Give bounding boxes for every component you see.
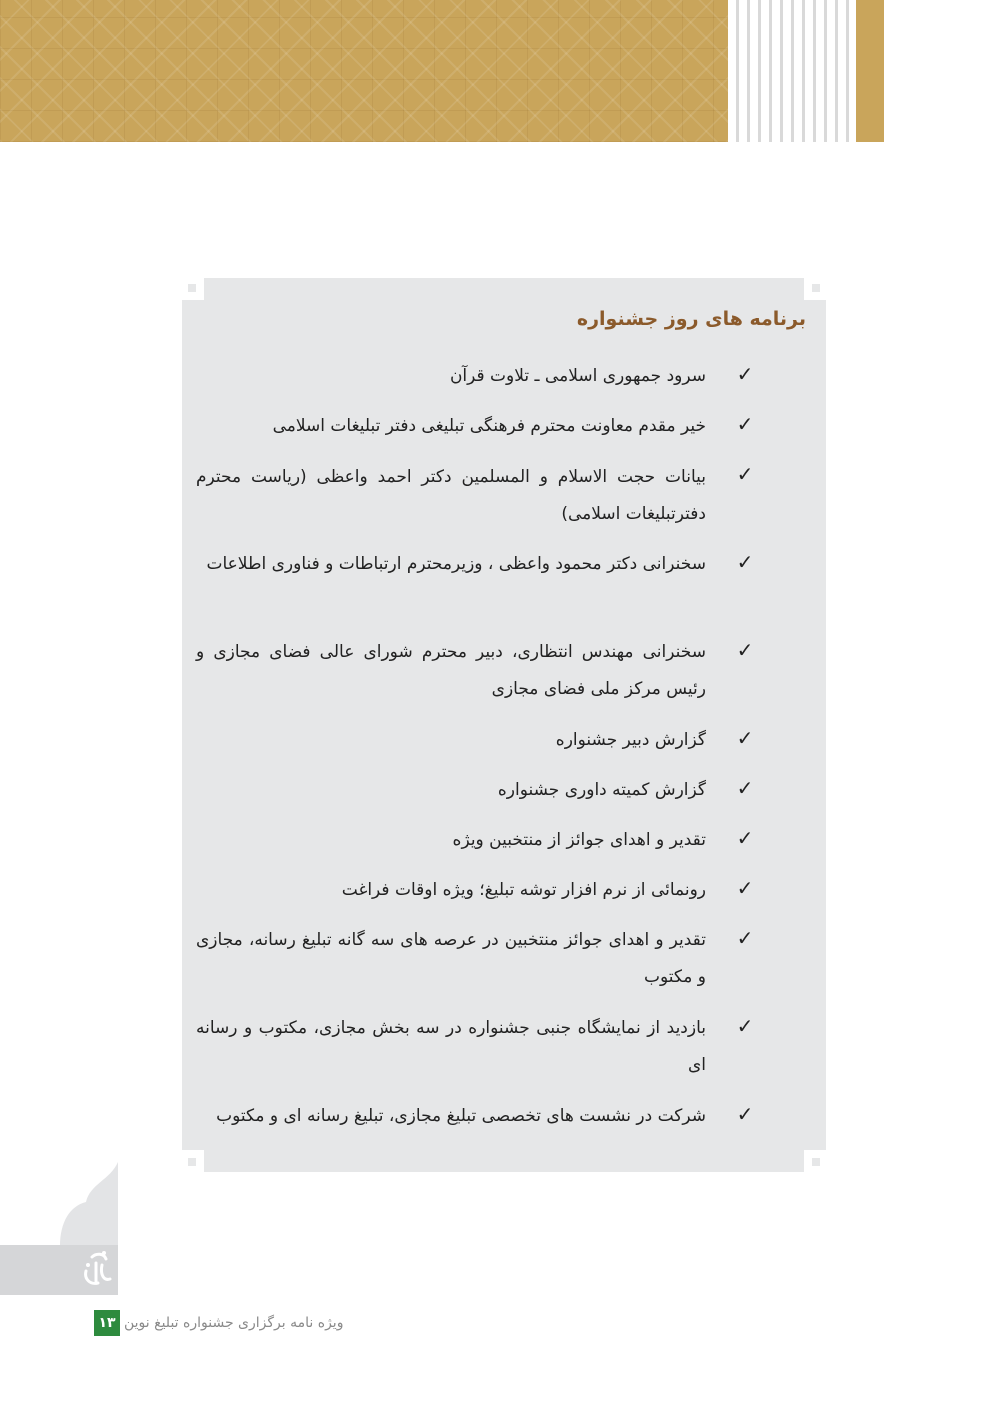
list-item: گزارش کمیته داوری جشنواره — [497, 780, 706, 800]
check-icon: ✓ — [736, 1102, 754, 1126]
check-icon: ✓ — [736, 362, 754, 386]
program-list — [182, 278, 826, 1172]
check-icon: ✓ — [736, 826, 754, 850]
list-item: سخنرانی دکتر محمود واعظی ، وزیرمحترم ارتباطات و فناوری اطلاعات — [206, 554, 706, 574]
check-icon: ✓ — [736, 876, 754, 900]
list-item: سرود جمهوری اسلامی ـ تلاوت قرآن — [449, 366, 706, 386]
check-icon: ✓ — [736, 638, 754, 662]
check-icon: ✓ — [736, 726, 754, 750]
list-item: رونمائی از نرم افزار توشه تبلیغ؛ ویژه اوقات فراغت — [341, 880, 706, 900]
check-icon: ✓ — [736, 462, 754, 486]
check-icon: ✓ — [736, 926, 754, 950]
logo-strip — [0, 1245, 118, 1295]
check-icon: ✓ — [736, 1014, 754, 1038]
arch-ornament — [60, 1162, 118, 1246]
page-number-badge: ۱۳ — [94, 1310, 120, 1336]
check-icon: ✓ — [736, 776, 754, 800]
calligraphy-logo — [0, 1245, 118, 1295]
list-item: بازدید از نمایشگاه جنبی جشنواره در سه بخش مجازی، مکتوب و رسانه ای — [196, 1018, 706, 1075]
footer-title: ویژه نامه برگزاری جشنواره تبلیغ نوین — [124, 1315, 344, 1331]
list-item: خیر مقدم معاونت محترم فرهنگی تبلیغی دفتر تبلیغات اسلامی — [272, 416, 706, 436]
list-item: گزارش دبیر جشنواره — [555, 730, 706, 750]
list-item: بیانات حجت الاسلام و المسلمین دکتر احمد واعظی (ریاست محترم دفترتبلیغات اسلامی) — [196, 467, 706, 524]
check-icon: ✓ — [736, 550, 754, 574]
program-panel — [182, 278, 826, 1172]
list-item: تقدیر و اهدای جوائز منتخبین در عرصه های سه گانه تبلیغ رسانه، مجازی و مکتوب — [196, 930, 706, 987]
list-item: سخنرانی مهندس انتظاری، دبیر محترم شورای عالی فضای مجازی و رئیس مرکز ملی فضای مجازی — [196, 642, 706, 699]
header-gold-block — [856, 0, 884, 142]
panel-title: برنامه های روز جشنواره — [576, 308, 806, 330]
list-item: تقدیر و اهدای جوائز از منتخبین ویژه — [452, 830, 706, 850]
list-item: شرکت در نشست های تخصصی تبلیغ مجازی، تبلیغ رسانه ای و مکتوب — [216, 1106, 706, 1126]
check-icon: ✓ — [736, 412, 754, 436]
ornamental-header-band — [0, 0, 728, 142]
header-stripes — [728, 0, 856, 142]
